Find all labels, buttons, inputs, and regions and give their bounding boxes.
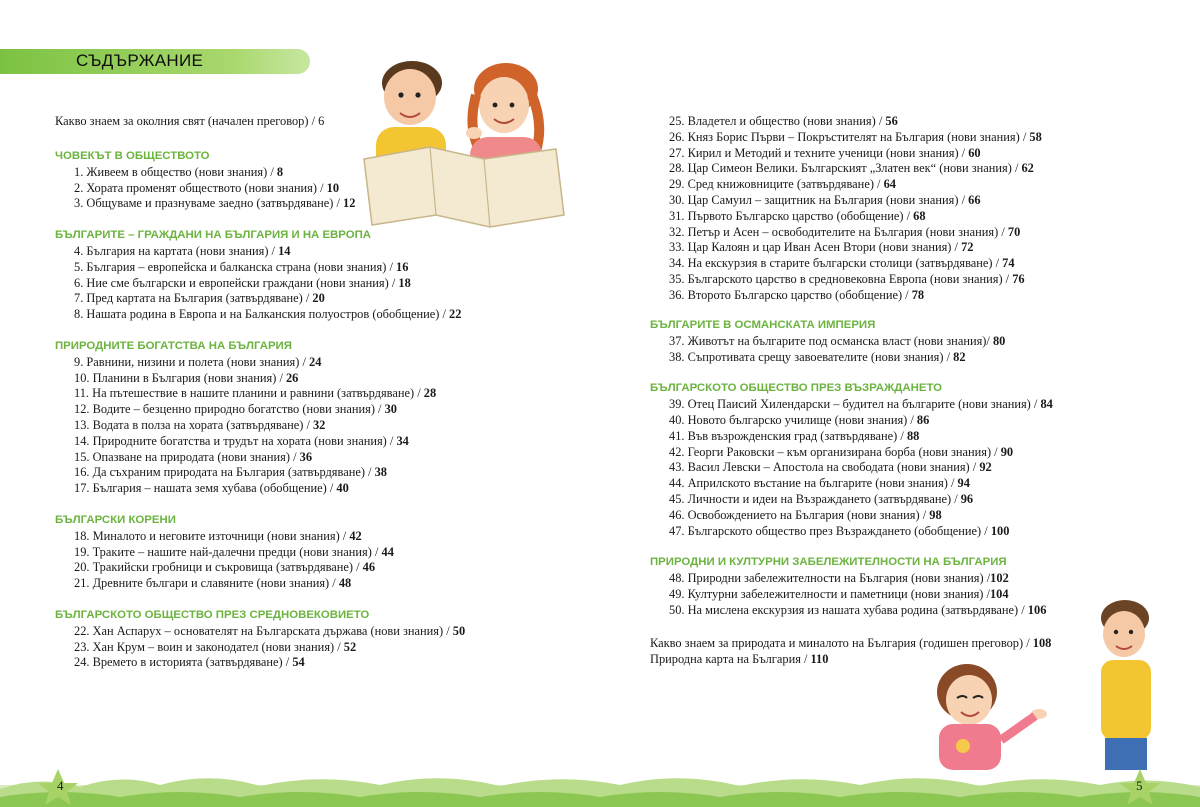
page-number-left: 4 bbox=[57, 778, 64, 793]
toc-section-heading[interactable]: ПРИРОДНИ И КУЛТУРНИ ЗАБЕЛЕЖИТЕЛНОСТИ НА БЪЛГАРИЯ bbox=[650, 556, 1007, 569]
toc-item-page: 82 bbox=[953, 349, 966, 364]
toc-right-continued bbox=[650, 114, 1042, 304]
toc-item[interactable] bbox=[55, 371, 465, 387]
toc-item-title: 43. Васил Левски – Апостола на свободата (нови знания) / bbox=[669, 460, 980, 475]
toc-section-heading[interactable]: БЪЛГАРСКОТО ОБЩЕСТВО ПРЕЗ СРЕДНОВЕКОВИЕТО bbox=[55, 608, 370, 621]
toc-item-page: 70 bbox=[1007, 224, 1021, 239]
toc-item-title: 34. На екскурзия в старите български столици (затвърдяване) / bbox=[669, 256, 1003, 271]
toc-item-title: 49. Културни забележителности и паметници (нови знания) / bbox=[669, 586, 990, 601]
toc-item-page: 84 bbox=[1040, 397, 1053, 412]
toc-item-page: 100 bbox=[990, 523, 1010, 538]
toc-item-title: 46. Освобождението на България (нови знания) / bbox=[669, 507, 930, 522]
toc-item-page: 74 bbox=[1002, 256, 1015, 271]
toc-item-title: 21. Древните българи и славяните (нови знания) / bbox=[74, 576, 339, 591]
toc-item[interactable] bbox=[650, 256, 1042, 272]
toc-item-title: 45. Личности и идеи на Възраждането (затвърдяване) / bbox=[669, 491, 961, 506]
toc-item-title: 16. Да съхраним природата на България (затвърдяване) / bbox=[74, 465, 375, 480]
toc-item[interactable] bbox=[55, 640, 465, 656]
toc-item-page: 8 bbox=[276, 164, 284, 179]
toc-item[interactable] bbox=[55, 418, 465, 434]
toc-item[interactable] bbox=[55, 465, 465, 481]
toc-item-title: 40. Новото българско училище (нови знания) / bbox=[669, 412, 917, 427]
toc-section-heading[interactable]: ЧОВЕКЪТ В ОБЩЕСТВОТО bbox=[55, 150, 210, 162]
toc-item-title: 31. Първото Българско царство (обобщение) / bbox=[669, 208, 914, 223]
toc-item-title: 8. Нашата родина в Европа и на Балканския полуостров (обобщение) / bbox=[74, 307, 450, 322]
toc-item-title: 9. Равнини, низини и полета (нови знания) / bbox=[74, 354, 310, 369]
toc-item[interactable] bbox=[650, 193, 1042, 209]
toc-item-page: 106 bbox=[1027, 602, 1047, 617]
toc-item-page: 104 bbox=[989, 586, 1009, 601]
toc-item-page: 60 bbox=[968, 145, 981, 160]
toc-item-title: 39. Отец Паисий Хилендарски – будител на българите (нови знания) / bbox=[669, 397, 1041, 412]
toc-item[interactable] bbox=[650, 445, 1053, 461]
toc-item-title: 1. Живеем в общество (нови знания) / bbox=[74, 164, 277, 179]
toc-item-page: 50 bbox=[452, 623, 466, 638]
toc-item-page: 26 bbox=[285, 370, 299, 385]
toc-item-title: 27. Кирил и Методий и техните ученици (нови знания) / bbox=[669, 145, 969, 160]
toc-item-title: 5. България – европейска и балканска страна (нови знания) / bbox=[74, 259, 397, 274]
toc-item-title: 14. Природните богатства и трудът на хората (нови знания) / bbox=[74, 433, 397, 448]
toc-item[interactable] bbox=[650, 508, 1053, 524]
toc-item-title: 29. Сред книжовниците (затвърдяване) / bbox=[669, 177, 884, 192]
toc-item-title: 4. България на картата (нови знания) / bbox=[74, 243, 279, 258]
toc-item[interactable] bbox=[55, 624, 465, 640]
toc-item-title: 11. На пътешествие в нашите планини и равнини (затвърдяване) / bbox=[74, 386, 424, 401]
toc-section-heading[interactable]: БЪЛГАРИТЕ – ГРАЖДАНИ НА БЪЛГАРИЯ И НА ЕВРОПА bbox=[55, 229, 371, 242]
toc-item-page: 88 bbox=[906, 428, 920, 443]
toc-item-page: 108 bbox=[1032, 636, 1052, 650]
toc-item-title: 35. Българското царство в средновековна Европа (нови знания) / bbox=[669, 271, 1013, 286]
toc-item-page: 38 bbox=[374, 465, 387, 480]
toc-item-page: 44 bbox=[381, 544, 394, 559]
toc-item-page: 24 bbox=[309, 354, 322, 369]
toc-section-heading[interactable]: БЪЛГАРСКОТО ОБЩЕСТВО ПРЕЗ ВЪЗРАЖДАНЕТО bbox=[650, 382, 942, 395]
toc-item-page: 16 bbox=[396, 259, 409, 274]
toc-item-title: 47. Българското общество през Възраждането (обобщение) / bbox=[669, 523, 991, 538]
toc-item-title: 30. Цар Самуил – защитник на България (нови знания) / bbox=[669, 192, 969, 207]
toc-item[interactable] bbox=[55, 276, 465, 292]
page-number-right: 5 bbox=[1136, 778, 1143, 793]
toc-item[interactable] bbox=[55, 560, 465, 576]
toc-item[interactable] bbox=[650, 460, 1053, 476]
toc-item-page: 34 bbox=[396, 433, 409, 448]
toc-item-page: 42 bbox=[349, 528, 362, 543]
toc-item-title: 3. Общуваме и празнуваме заедно (затвърдяване) / bbox=[74, 196, 344, 211]
toc-section-heading[interactable]: БЪЛГАРИТЕ В ОСМАНСКАТА ИМПЕРИЯ bbox=[650, 319, 876, 331]
toc-item-title: Природна карта на България / bbox=[650, 651, 811, 666]
toc-section-heading[interactable]: ПРИРОДНИТЕ БОГАТСТВА НА БЪЛГАРИЯ bbox=[55, 339, 292, 352]
toc-item-title: 7. Пред картата на България (затвърдяване) / bbox=[74, 291, 313, 306]
header-banner bbox=[0, 49, 310, 74]
toc-item-title: 32. Петър и Асен – освободителите на България (нови знания) / bbox=[669, 224, 1008, 239]
toc-item-title: 10. Планини в България (нови знания) / bbox=[74, 370, 286, 385]
toc-item[interactable] bbox=[650, 130, 1042, 146]
toc-item[interactable] bbox=[650, 476, 1053, 492]
toc-item[interactable] bbox=[650, 524, 1053, 540]
toc-item[interactable] bbox=[55, 355, 465, 371]
toc-item[interactable] bbox=[650, 240, 1042, 256]
toc-item-page: 14 bbox=[278, 243, 291, 258]
toc-item[interactable] bbox=[650, 397, 1053, 413]
toc-item-title: 12. Водите – безценно природно богатство (нови знания) / bbox=[74, 402, 385, 417]
toc-item[interactable] bbox=[650, 350, 1053, 366]
toc-item-page: 54 bbox=[292, 655, 305, 670]
toc-item-title: 17. България – нашата земя хубава (обобщение) / bbox=[74, 481, 337, 496]
grass-footer bbox=[0, 759, 1200, 807]
toc-item-page: 10 bbox=[326, 180, 340, 195]
toc-item[interactable] bbox=[650, 492, 1053, 508]
toc-item[interactable] bbox=[650, 161, 1042, 177]
toc-item-page: 72 bbox=[961, 240, 974, 255]
toc-section-heading[interactable]: БЪЛГАРСКИ КОРЕНИ bbox=[55, 513, 176, 526]
toc-item[interactable] bbox=[55, 181, 465, 197]
toc-item[interactable] bbox=[55, 545, 465, 561]
toc-item-title: 42. Георги Раковски – към организирана борба (нови знания) / bbox=[669, 444, 1001, 459]
toc-item-page: 48 bbox=[338, 576, 352, 591]
toc-item[interactable] bbox=[55, 434, 465, 450]
toc-item-title: 48. Природни забележителности на България (нови знания) / bbox=[669, 571, 991, 586]
toc-intro: Какво знаем за околния свят (начален преговор) / 6 bbox=[55, 114, 325, 128]
toc-item-title: 18. Миналото и неговите източници (нови знания) / bbox=[74, 528, 350, 543]
toc-item-page: 56 bbox=[885, 114, 898, 128]
toc-item-page: 12 bbox=[343, 196, 356, 211]
toc-item[interactable] bbox=[55, 481, 465, 497]
toc-item[interactable] bbox=[55, 655, 465, 671]
toc-item[interactable] bbox=[650, 225, 1042, 241]
toc-item-title: Какво знаем за природата и миналото на България (годишен преговор) / bbox=[650, 636, 1033, 650]
toc-item-page: 110 bbox=[810, 651, 829, 666]
toc-item-page: 68 bbox=[913, 208, 926, 223]
toc-item-title: 50. На мислена екскурзия из нашата хубава родина (затвърдяване) / bbox=[669, 602, 1028, 617]
toc-item-title: 6. Ние сме български и европейски граждани (нови знания) / bbox=[74, 275, 399, 290]
toc-left-column bbox=[55, 114, 324, 130]
toc-item-page: 28 bbox=[423, 386, 437, 401]
toc-item-title: 2. Хората променят обществото (нови знания) / bbox=[74, 180, 327, 195]
children-waving-illustration bbox=[905, 600, 1200, 770]
toc-item-title: 44. Априлското въстание на българите (нови знания) / bbox=[669, 476, 958, 491]
toc-item-title: 33. Цар Калоян и цар Иван Асен Втори (нови знания) / bbox=[669, 240, 962, 255]
toc-item-title: 38. Съпротивата срещу завоевателите (нови знания) / bbox=[669, 349, 954, 364]
toc-item-title: 15. Опазване на природата (нови знания) / bbox=[74, 449, 300, 464]
toc-item-page: 78 bbox=[911, 287, 925, 302]
toc-item-page: 32 bbox=[312, 417, 326, 432]
toc-item-title: 24. Времето в историята (затвърдяване) / bbox=[74, 655, 293, 670]
toc-item-page: 46 bbox=[362, 560, 376, 575]
toc-item[interactable] bbox=[650, 114, 1042, 130]
toc-item[interactable] bbox=[55, 244, 465, 260]
toc-item[interactable] bbox=[650, 334, 1053, 350]
toc-item[interactable] bbox=[55, 529, 465, 545]
toc-item[interactable] bbox=[650, 429, 1053, 445]
toc-item-title: 13. Водата в полза на хората (затвърдяване) / bbox=[74, 417, 313, 432]
toc-item-title: 28. Цар Симеон Велики. Българският „Златен век“ (нови знания) / bbox=[669, 161, 1022, 176]
toc-item[interactable] bbox=[55, 291, 465, 307]
toc-left-sections bbox=[55, 133, 465, 671]
toc-item[interactable] bbox=[55, 196, 465, 212]
toc-item[interactable] bbox=[650, 209, 1042, 225]
toc-item-title: 19. Траките – нашите най-далечни предци (нови знания) / bbox=[74, 544, 382, 559]
toc-item-page: 90 bbox=[1000, 444, 1014, 459]
toc-item-page: 52 bbox=[343, 639, 357, 654]
toc-item-page: 62 bbox=[1021, 161, 1034, 176]
toc-item-page: 64 bbox=[883, 177, 896, 192]
toc-item[interactable] bbox=[650, 177, 1042, 193]
toc-item-title: 26. Княз Борис Първи – Покръстителят на България (нови знания) / bbox=[669, 129, 1030, 144]
toc-item[interactable] bbox=[650, 571, 1053, 587]
toc-right-sections bbox=[650, 302, 1053, 619]
toc-item-page: 20 bbox=[312, 291, 325, 306]
toc-item-title: 37. Животът на българите под османска власт (нови знания)/ bbox=[669, 333, 993, 348]
toc-item-page: 102 bbox=[990, 571, 1009, 586]
toc-item-title: 22. Хан Аспарух – основателят на Българската държава (нови знания) / bbox=[74, 623, 453, 638]
toc-item-title: 25. Владетел и общество (нови знания) / bbox=[669, 114, 886, 128]
toc-item-page: 98 bbox=[929, 507, 942, 522]
toc-item[interactable] bbox=[55, 260, 465, 276]
toc-item[interactable] bbox=[650, 272, 1042, 288]
toc-item-title: 36. Второто Българско царство (обобщение) / bbox=[669, 287, 912, 302]
toc-item[interactable] bbox=[55, 576, 465, 592]
toc-item-page: 66 bbox=[968, 192, 981, 207]
toc-item-page: 80 bbox=[992, 333, 1006, 348]
toc-item-page: 94 bbox=[957, 476, 970, 491]
toc-item[interactable] bbox=[55, 165, 465, 181]
toc-item-title: 23. Хан Крум – воин и законодател (нови знания) / bbox=[74, 639, 344, 654]
toc-item[interactable] bbox=[650, 413, 1053, 429]
toc-item-title: 41. Във възрожденския град (затвърдяване) / bbox=[669, 428, 907, 443]
toc-item-page: 36 bbox=[299, 449, 313, 464]
page-title: СЪДЪРЖАНИЕ bbox=[76, 51, 204, 70]
toc-item-page: 96 bbox=[960, 491, 974, 506]
toc-item-page: 40 bbox=[336, 481, 349, 496]
toc-item[interactable] bbox=[55, 402, 465, 418]
toc-item-page: 22 bbox=[449, 307, 462, 322]
toc-item-page: 58 bbox=[1029, 129, 1042, 144]
toc-item-page: 92 bbox=[979, 460, 992, 475]
toc-item-page: 76 bbox=[1012, 271, 1025, 286]
toc-item-page: 30 bbox=[384, 402, 397, 417]
toc-item[interactable] bbox=[55, 386, 465, 402]
toc-item[interactable] bbox=[650, 146, 1042, 162]
toc-item-page: 86 bbox=[916, 412, 930, 427]
toc-item-page: 18 bbox=[398, 275, 411, 290]
toc-item[interactable] bbox=[55, 307, 465, 323]
toc-item[interactable] bbox=[55, 450, 465, 466]
toc-item-title: 20. Тракийски гробници и съкровища (затвърдяване) / bbox=[74, 560, 363, 575]
